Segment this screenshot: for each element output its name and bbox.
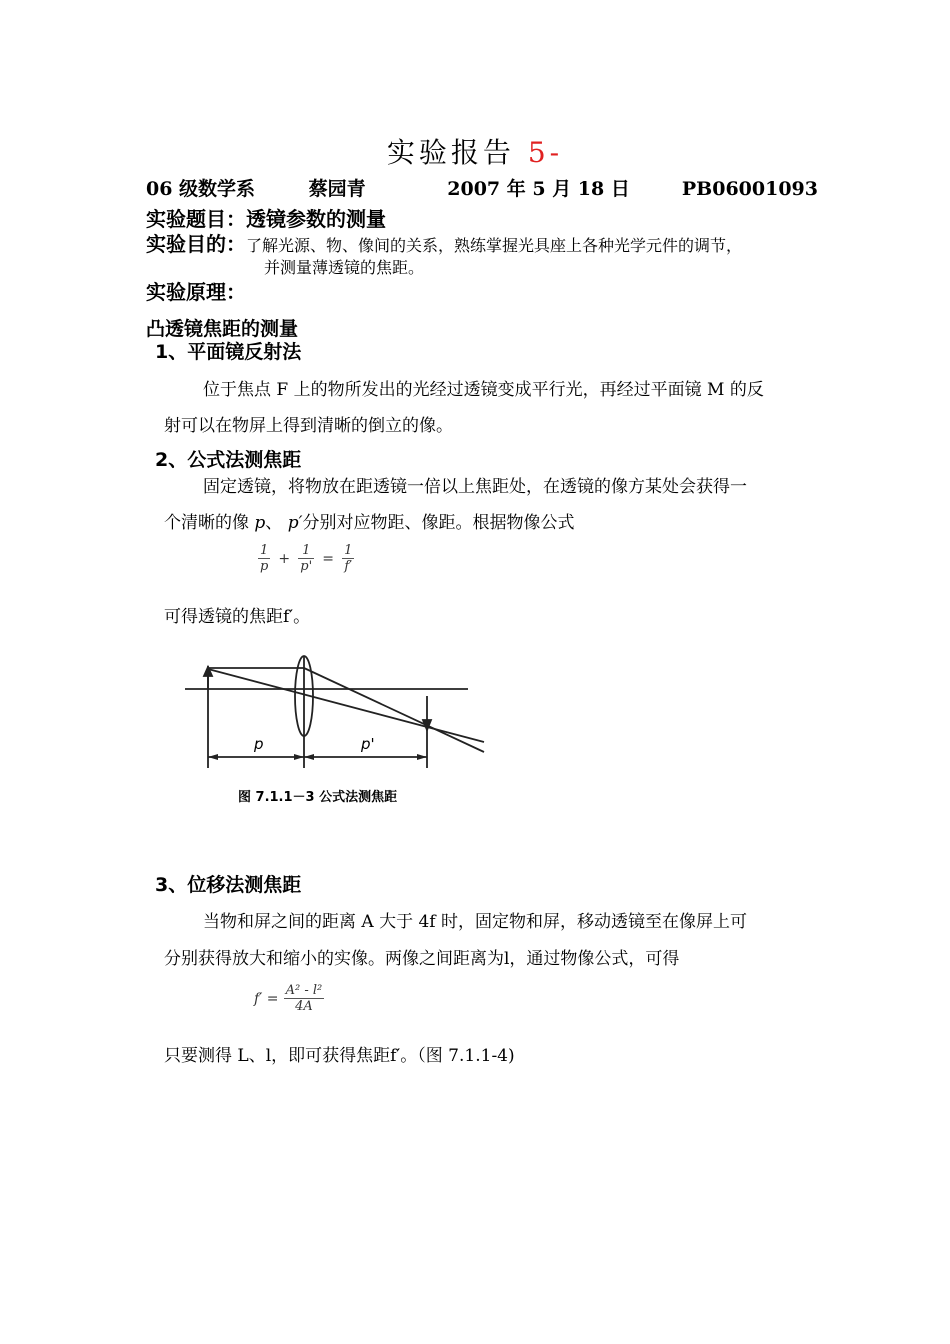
sec1-heading: 1、平面镜反射法 <box>155 341 302 363</box>
sec2-line3: 可得透镜的焦距f′。 <box>164 607 311 627</box>
topic-label: 实验题目： <box>146 207 246 231</box>
figure-caption: 图 7.1.1－3 公式法测焦距 <box>238 790 398 805</box>
sec3-line1: 当物和屏之间的距离 A 大于 4f 时，固定物和屏，移动透镜至在像屏上可 <box>203 912 747 932</box>
convex-heading: 凸透镜焦距的测量 <box>146 318 299 340</box>
sec2-line1: 固定透镜，将物放在距透镜一倍以上焦距处，在透镜的像方某处会获得一 <box>203 477 747 497</box>
topic-value: 透镜参数的测量 <box>246 207 386 231</box>
formula-lhs: f′ = <box>254 990 279 1007</box>
sec3-line2: 分别获得放大和缩小的实像。两像之间距离为l，通过物像公式，可得 <box>164 949 680 969</box>
student-id: PB06001093 <box>681 178 818 200</box>
purpose-line <box>146 228 742 257</box>
sec2-heading: 2、公式法测焦距 <box>155 449 302 471</box>
label-p: p <box>254 735 264 753</box>
report-date: 2007 年 5 月 18 日 <box>447 178 630 200</box>
purpose-line1: 了解光源、物、像间的关系，熟练掌握光具座上各种光学元件的调节， <box>246 236 743 255</box>
sec1-line2: 射可以在物屏上得到清晰的倒立的像。 <box>164 416 453 436</box>
title-number: 5- <box>527 136 564 169</box>
sec2-line2b: 分别对应物距、像距。根据物像公式 <box>302 513 575 533</box>
author-line <box>146 174 818 201</box>
sec2-line2 <box>164 508 574 533</box>
sec3-line3: 只要测得 L、l，即可获得焦距f′。（图 7.1.1-4) <box>164 1046 515 1066</box>
purpose-label: 实验目的： <box>146 232 246 256</box>
label-pprime: p' <box>361 735 375 753</box>
author-name: 蔡园青 <box>308 178 366 200</box>
frac-1-pprime: $\frac{1}{p'}$ <box>300 543 313 574</box>
dim-arrow-mid-right <box>304 754 314 760</box>
formula-fraction: $\frac{\text{A² - l²}}{4A}$ <box>285 983 323 1014</box>
title-text: 实验报告 <box>386 136 515 169</box>
department: 06 级数学系 <box>146 178 256 200</box>
sec2-line2a: 个清晰的像 <box>164 513 249 533</box>
frac-1-p: $\frac{1}{p}$ <box>260 543 269 574</box>
lens-formula: $\frac{1}{p}$ + $\frac{1}{p'}$ = $\frac{1}{f'}$ <box>260 543 353 574</box>
ray-center <box>208 669 484 742</box>
dim-arrow-left <box>208 754 218 760</box>
sec2-sep: 、 <box>265 513 283 533</box>
sec3-heading: 3、位移法测焦距 <box>155 874 302 896</box>
ray-refracted <box>304 668 484 752</box>
sec1-line1: 位于焦点 F 上的物所发出的光经过透镜变成平行光，再经过平面镜 M 的反 <box>203 380 764 400</box>
displacement-formula <box>254 983 324 1014</box>
symbol-pprime: p′ <box>287 513 303 533</box>
dim-arrow-mid-left <box>294 754 304 760</box>
lens-diagram <box>178 648 498 814</box>
frac-1-f: $\frac{1}{f'}$ <box>344 543 353 574</box>
principle-label: 实验原理： <box>146 280 246 304</box>
purpose-line2: 并测量薄透镜的焦距。 <box>264 258 425 277</box>
page-title <box>0 131 950 171</box>
dim-arrow-right <box>417 754 427 760</box>
symbol-p: p <box>254 513 266 533</box>
